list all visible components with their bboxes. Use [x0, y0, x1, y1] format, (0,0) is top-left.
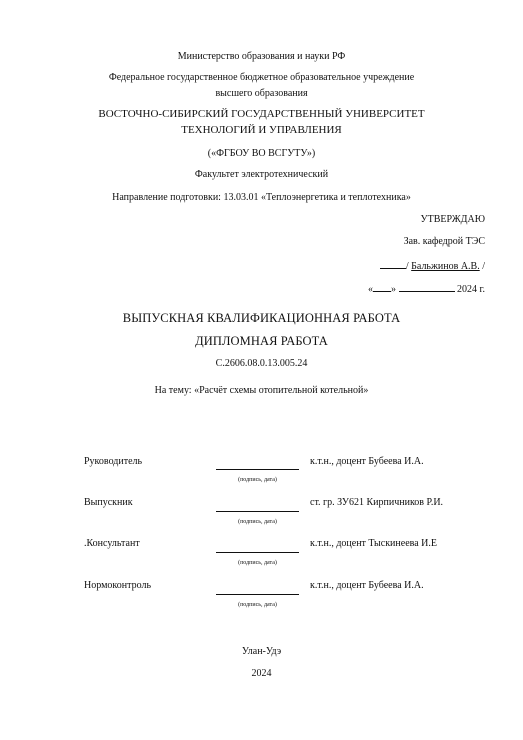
signature-caption: (подпись, дата) — [238, 602, 277, 608]
signature-line — [216, 511, 299, 512]
ministry-line: Министерство образования и науки РФ — [177, 51, 346, 62]
footer-city: Улан-Удэ — [241, 646, 282, 657]
signature-line — [216, 469, 299, 470]
institution-line-1: Федеральное государственное бюджетное образовательное учреждение — [108, 72, 415, 83]
signature-blank — [380, 259, 406, 269]
document-code: С.2606.08.0.13.005.24 — [215, 358, 308, 369]
signature-caption: (подпись, дата) — [238, 560, 277, 566]
approver-name: Бальжинов А.В. — [411, 261, 480, 272]
approval-heading: УТВЕРЖДАЮ — [420, 214, 485, 225]
signature-person: к.т.н., доцент Бубеева И.А. — [310, 580, 424, 591]
work-title: ВЫПУСКНАЯ КВАЛИФИКАЦИОННАЯ РАБОТА — [122, 311, 401, 325]
day-blank — [373, 282, 391, 292]
signature-caption: (подпись, дата) — [238, 477, 277, 483]
signature-person: к.т.н., доцент Бубеева И.А. — [310, 456, 424, 467]
footer-year: 2024 — [251, 668, 272, 679]
signature-person: к.т.н., доцент Тыскинеева И.Е — [310, 538, 437, 549]
signature-person: ст. гр. ЗУ621 Кирпичников Р.И. — [310, 497, 444, 508]
signature-role: Руководитель — [84, 456, 143, 467]
institution-line-2: высшего образования — [215, 88, 308, 99]
faculty-line: Факультет электротехнический — [194, 169, 329, 180]
university-line-1: ВОСТОЧНО-СИБИРСКИЙ ГОСУДАРСТВЕННЫЙ УНИВЕРСИТЕТ — [98, 108, 425, 120]
signature-line — [216, 594, 299, 595]
signature-role: Выпускник — [84, 497, 133, 508]
work-subtitle: ДИПЛОМНАЯ РАБОТА — [195, 334, 328, 348]
approval-date-line: « » 2024 г. — [368, 284, 485, 295]
university-line-2: ТЕХНОЛОГИЙ И УПРАВЛЕНИЯ — [181, 124, 342, 136]
approval-year: 2024 г. — [457, 284, 485, 295]
approval-position: Зав. кафедрой ТЭС — [403, 236, 485, 247]
signature-caption: (подпись, дата) — [238, 519, 277, 525]
direction-line: Направление подготовки: 13.03.01 «Теплоэнергетика и теплотехника» — [112, 192, 411, 203]
signature-role: Нормоконтроль — [84, 580, 152, 591]
university-abbreviation: («ФГБОУ ВО ВСГУТУ») — [207, 148, 316, 159]
work-topic: На тему: «Расчёт схемы отопительной котельной» — [154, 385, 369, 396]
signature-line — [216, 552, 299, 553]
approval-signature-line: / Бальжинов А.В. / — [380, 259, 485, 272]
signature-role: .Консультант — [84, 538, 140, 549]
month-blank — [399, 282, 455, 292]
